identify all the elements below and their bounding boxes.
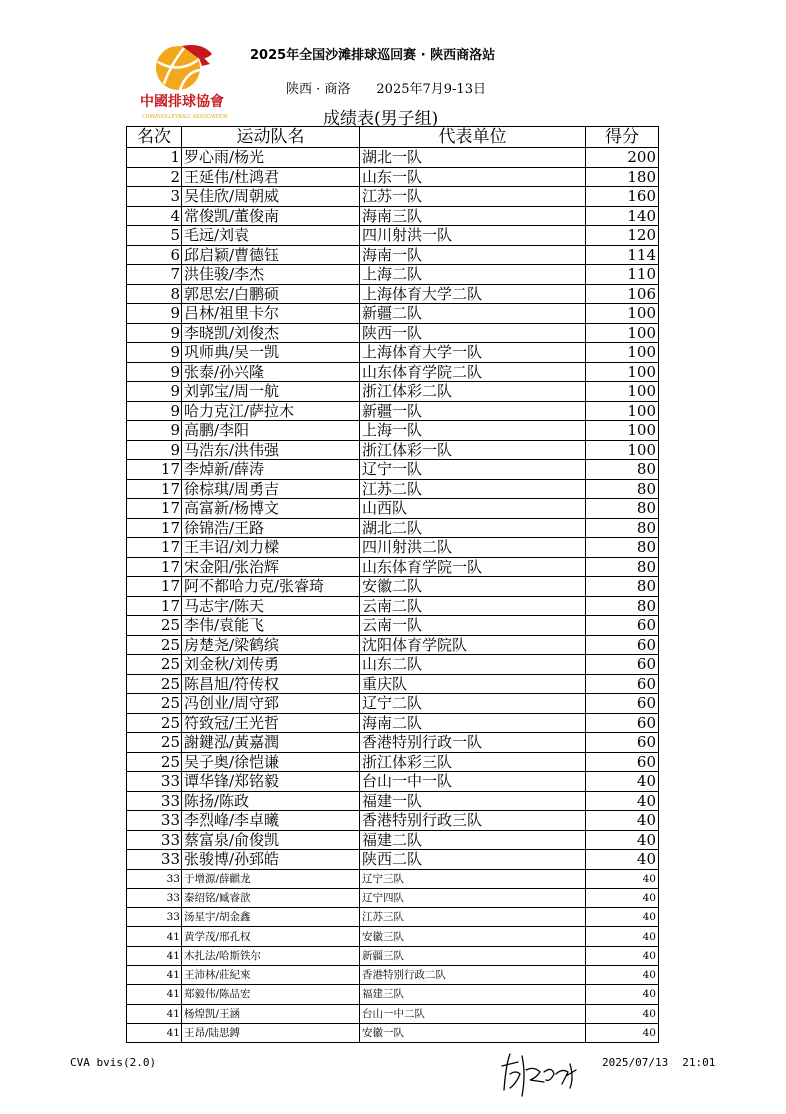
table-row [127, 304, 659, 324]
rank-cell: 3 [127, 187, 182, 207]
team-cell: 巩师典/吴一凯 [182, 343, 360, 363]
rank-cell: 25 [127, 694, 182, 714]
table-row [127, 694, 659, 714]
team-cell: 高鹏/李阳 [182, 421, 360, 441]
table-row [127, 713, 659, 733]
rank-cell: 17 [127, 577, 182, 597]
unit-cell: 海南一队 [360, 245, 586, 265]
table-row [127, 206, 659, 226]
score-cell: 40 [586, 965, 659, 984]
unit-cell: 香港特别行政一队 [360, 733, 586, 753]
rank-cell: 9 [127, 421, 182, 441]
unit-cell: 浙江体彩二队 [360, 382, 586, 402]
team-cell: 常俊凯/董俊南 [182, 206, 360, 226]
table-row [127, 362, 659, 382]
score-cell: 100 [586, 440, 659, 460]
team-cell: 洪佳骏/李杰 [182, 265, 360, 285]
table-row [127, 811, 659, 831]
print-date: 2025/07/13 [602, 1056, 669, 1069]
unit-cell: 四川射洪一队 [360, 226, 586, 246]
rank-cell: 41 [127, 965, 182, 984]
score-cell: 114 [586, 245, 659, 265]
unit-cell: 湖北二队 [360, 518, 586, 538]
team-cell: 邱启颖/曹德钰 [182, 245, 360, 265]
team-cell: 吴佳欣/周朝威 [182, 187, 360, 207]
unit-cell: 四川射洪二队 [360, 538, 586, 558]
rank-cell: 33 [127, 869, 182, 888]
table-row [127, 1004, 659, 1023]
col-header-team: 运动队名 [182, 127, 360, 148]
unit-cell: 安徽一队 [360, 1023, 586, 1042]
table-row [127, 596, 659, 616]
unit-cell: 云南二队 [360, 596, 586, 616]
table-row [127, 538, 659, 558]
table-row [127, 965, 659, 984]
table-row [127, 440, 659, 460]
table-row [127, 265, 659, 285]
table-row [127, 323, 659, 343]
team-cell: 秦绍铭/臧睿歆 [182, 888, 360, 907]
unit-cell: 新疆二队 [360, 304, 586, 324]
score-cell: 40 [586, 850, 659, 870]
unit-cell: 浙江体彩三队 [360, 752, 586, 772]
rank-cell: 41 [127, 946, 182, 965]
table-row [127, 343, 659, 363]
team-cell: 宋金阳/张治辉 [182, 557, 360, 577]
unit-cell: 辽宁四队 [360, 888, 586, 907]
table-row [127, 382, 659, 402]
page-title: 2025年全国沙滩排球巡回赛 · 陕西商洛站 [250, 48, 496, 63]
team-cell: 黄学茂/邢孔权 [182, 927, 360, 946]
team-cell: 王丰诏/刘力樑 [182, 538, 360, 558]
rank-cell: 17 [127, 460, 182, 480]
team-cell: 木扎法/哈斯铁尔 [182, 946, 360, 965]
unit-cell: 山东一队 [360, 167, 586, 187]
svg-text:CHINAVOLLEYBALL ASSOCIATION: CHINAVOLLEYBALL ASSOCIATION [142, 114, 228, 120]
score-cell: 80 [586, 557, 659, 577]
rank-cell: 33 [127, 772, 182, 792]
unit-cell: 福建一队 [360, 791, 586, 811]
table-row [127, 752, 659, 772]
rank-cell: 7 [127, 265, 182, 285]
software-version: CVA bvis(2.0) [70, 1056, 157, 1069]
volleyball-icon [156, 45, 212, 90]
team-cell: 李烈峰/李卓曦 [182, 811, 360, 831]
table-row [127, 772, 659, 792]
score-cell: 40 [586, 1023, 659, 1042]
table-row [127, 187, 659, 207]
score-cell: 40 [586, 772, 659, 792]
rank-cell: 17 [127, 538, 182, 558]
score-cell: 200 [586, 148, 659, 168]
team-cell: 吕林/祖里卡尔 [182, 304, 360, 324]
unit-cell: 湖北一队 [360, 148, 586, 168]
unit-cell: 山西队 [360, 499, 586, 519]
table-row [127, 421, 659, 441]
team-cell: 謝鍵泓/黃嘉潤 [182, 733, 360, 753]
unit-cell: 山东体育学院二队 [360, 362, 586, 382]
rank-cell: 9 [127, 362, 182, 382]
rank-cell: 1 [127, 148, 182, 168]
unit-cell: 新疆三队 [360, 946, 586, 965]
unit-cell: 福建二队 [360, 830, 586, 850]
table-row [127, 557, 659, 577]
table-row [127, 479, 659, 499]
rank-cell: 25 [127, 616, 182, 636]
unit-cell: 陕西一队 [360, 323, 586, 343]
team-cell: 杨煌凯/王涵 [182, 1004, 360, 1023]
team-cell: 陈昌旭/符传权 [182, 674, 360, 694]
unit-cell: 辽宁三队 [360, 869, 586, 888]
unit-cell: 沈阳体育学院队 [360, 635, 586, 655]
rank-cell: 41 [127, 985, 182, 1004]
team-cell: 李伟/袁能飞 [182, 616, 360, 636]
unit-cell: 江苏一队 [360, 187, 586, 207]
table-row [127, 946, 659, 965]
col-header-rank: 名次 [127, 127, 182, 148]
print-timestamp [602, 1056, 715, 1069]
location: 陕西 · 商洛 [286, 82, 351, 97]
unit-cell: 安徽二队 [360, 577, 586, 597]
unit-cell: 重庆队 [360, 674, 586, 694]
score-cell: 40 [586, 1004, 659, 1023]
score-cell: 40 [586, 830, 659, 850]
unit-cell: 浙江体彩一队 [360, 440, 586, 460]
rank-cell: 33 [127, 888, 182, 907]
team-cell: 李焯新/薛涛 [182, 460, 360, 480]
team-cell: 阿不都哈力克/张睿琦 [182, 577, 360, 597]
team-cell: 马浩东/洪伟强 [182, 440, 360, 460]
rank-cell: 9 [127, 382, 182, 402]
score-cell: 40 [586, 791, 659, 811]
score-cell: 100 [586, 343, 659, 363]
team-cell: 郑毅伟/陈品宏 [182, 985, 360, 1004]
unit-cell: 上海一队 [360, 421, 586, 441]
rank-cell: 25 [127, 674, 182, 694]
score-cell: 180 [586, 167, 659, 187]
rank-cell: 33 [127, 811, 182, 831]
table-row [127, 616, 659, 636]
score-cell: 40 [586, 811, 659, 831]
unit-cell: 新疆一队 [360, 401, 586, 421]
table-row [127, 985, 659, 1004]
score-cell: 100 [586, 401, 659, 421]
unit-cell: 台山一中二队 [360, 1004, 586, 1023]
score-cell: 40 [586, 888, 659, 907]
table-row [127, 888, 659, 907]
score-cell: 60 [586, 655, 659, 675]
team-cell: 刘郭宝/周一航 [182, 382, 360, 402]
rank-cell: 25 [127, 635, 182, 655]
score-cell: 160 [586, 187, 659, 207]
score-cell: 80 [586, 518, 659, 538]
team-cell: 吴子奥/徐恺谦 [182, 752, 360, 772]
unit-cell: 海南二队 [360, 713, 586, 733]
score-cell: 40 [586, 985, 659, 1004]
cva-logo [140, 40, 236, 122]
rank-cell: 9 [127, 440, 182, 460]
rank-cell: 25 [127, 655, 182, 675]
unit-cell: 香港特别行政三队 [360, 811, 586, 831]
table-row [127, 830, 659, 850]
rank-cell: 8 [127, 284, 182, 304]
rank-cell: 33 [127, 830, 182, 850]
team-cell: 刘金秋/刘传勇 [182, 655, 360, 675]
team-cell: 王昂/陆思鎛 [182, 1023, 360, 1042]
rank-cell: 25 [127, 713, 182, 733]
table-row [127, 635, 659, 655]
team-cell: 符致冠/王光哲 [182, 713, 360, 733]
score-cell: 60 [586, 752, 659, 772]
rank-cell: 25 [127, 752, 182, 772]
unit-cell: 上海体育大学二队 [360, 284, 586, 304]
unit-cell: 上海体育大学一队 [360, 343, 586, 363]
rank-cell: 5 [127, 226, 182, 246]
score-cell: 60 [586, 713, 659, 733]
table-row [127, 284, 659, 304]
unit-cell: 安徽三队 [360, 927, 586, 946]
score-cell: 106 [586, 284, 659, 304]
score-cell: 40 [586, 946, 659, 965]
team-cell: 徐棕琪/周勇吉 [182, 479, 360, 499]
score-cell: 100 [586, 421, 659, 441]
score-cell: 80 [586, 577, 659, 597]
unit-cell: 江苏二队 [360, 479, 586, 499]
table-row [127, 869, 659, 888]
score-cell: 100 [586, 304, 659, 324]
unit-cell: 山东二队 [360, 655, 586, 675]
score-cell: 60 [586, 694, 659, 714]
score-cell: 40 [586, 927, 659, 946]
team-cell: 房楚尧/梁鹤缤 [182, 635, 360, 655]
score-cell: 100 [586, 382, 659, 402]
unit-cell: 江苏三队 [360, 908, 586, 927]
rank-cell: 17 [127, 557, 182, 577]
table-row [127, 460, 659, 480]
score-cell: 80 [586, 460, 659, 480]
rank-cell: 41 [127, 927, 182, 946]
team-cell: 罗心雨/杨光 [182, 148, 360, 168]
team-cell: 陈扬/陈政 [182, 791, 360, 811]
unit-cell: 山东体育学院一队 [360, 557, 586, 577]
score-cell: 60 [586, 635, 659, 655]
subtitle [286, 78, 486, 97]
rank-cell: 33 [127, 850, 182, 870]
table-title: 成绩表(男子组) [323, 109, 439, 129]
rank-cell: 9 [127, 343, 182, 363]
rank-cell: 9 [127, 401, 182, 421]
table-row [127, 927, 659, 946]
table-row [127, 167, 659, 187]
score-cell: 100 [586, 362, 659, 382]
table-row [127, 733, 659, 753]
table-row [127, 1023, 659, 1042]
rank-cell: 33 [127, 791, 182, 811]
table-row [127, 850, 659, 870]
team-cell: 冯创业/周守郅 [182, 694, 360, 714]
rank-cell: 25 [127, 733, 182, 753]
score-cell: 100 [586, 323, 659, 343]
team-cell: 汤星宇/胡金鑫 [182, 908, 360, 927]
rank-cell: 2 [127, 167, 182, 187]
team-cell: 蔡富泉/俞俊凯 [182, 830, 360, 850]
score-cell: 120 [586, 226, 659, 246]
rank-cell: 17 [127, 518, 182, 538]
score-cell: 110 [586, 265, 659, 285]
results-table [126, 126, 659, 1043]
team-cell: 徐锦浩/王路 [182, 518, 360, 538]
rank-cell: 9 [127, 304, 182, 324]
rank-cell: 17 [127, 479, 182, 499]
team-cell: 王沛林/莊紀來 [182, 965, 360, 984]
unit-cell: 海南三队 [360, 206, 586, 226]
score-cell: 60 [586, 616, 659, 636]
table-header-row [127, 127, 659, 148]
table-row [127, 674, 659, 694]
date-range: 2025年7月9-13日 [376, 82, 486, 97]
score-cell: 80 [586, 479, 659, 499]
svg-text:中國排球協會: 中國排球協會 [140, 94, 224, 110]
unit-cell: 云南一队 [360, 616, 586, 636]
team-cell: 高富新/杨博文 [182, 499, 360, 519]
team-cell: 马志宇/陈天 [182, 596, 360, 616]
unit-cell: 福建三队 [360, 985, 586, 1004]
rank-cell: 9 [127, 323, 182, 343]
rank-cell: 17 [127, 596, 182, 616]
table-row [127, 226, 659, 246]
score-cell: 80 [586, 596, 659, 616]
score-cell: 80 [586, 538, 659, 558]
team-cell: 张泰/孙兴隆 [182, 362, 360, 382]
col-header-score: 得分 [586, 127, 659, 148]
table-row [127, 499, 659, 519]
table-row [127, 245, 659, 265]
score-cell: 80 [586, 499, 659, 519]
team-cell: 李晓凯/刘俊杰 [182, 323, 360, 343]
team-cell: 于增源/薛麒龙 [182, 869, 360, 888]
rank-cell: 17 [127, 499, 182, 519]
team-cell: 毛远/刘袁 [182, 226, 360, 246]
score-cell: 40 [586, 869, 659, 888]
rank-cell: 41 [127, 1004, 182, 1023]
table-row [127, 577, 659, 597]
table-row [127, 791, 659, 811]
score-cell: 40 [586, 908, 659, 927]
table-row [127, 655, 659, 675]
table-row [127, 148, 659, 168]
score-cell: 60 [586, 733, 659, 753]
rank-cell: 41 [127, 1023, 182, 1042]
rank-cell: 33 [127, 908, 182, 927]
team-cell: 王延伟/杜鸿君 [182, 167, 360, 187]
team-cell: 郭思宏/白鹏硕 [182, 284, 360, 304]
score-cell: 140 [586, 206, 659, 226]
team-cell: 张骏博/孙郅皓 [182, 850, 360, 870]
unit-cell: 台山一中一队 [360, 772, 586, 792]
table-row [127, 908, 659, 927]
table-row [127, 518, 659, 538]
table-row [127, 401, 659, 421]
unit-cell: 香港特别行政二队 [360, 965, 586, 984]
unit-cell: 辽宁二队 [360, 694, 586, 714]
team-cell: 谭华锋/郑铭毅 [182, 772, 360, 792]
team-cell: 哈力克江/萨拉木 [182, 401, 360, 421]
rank-cell: 6 [127, 245, 182, 265]
unit-cell: 陕西二队 [360, 850, 586, 870]
print-time: 21:01 [682, 1056, 716, 1069]
handwritten-signature [496, 1044, 586, 1100]
unit-cell: 辽宁一队 [360, 460, 586, 480]
col-header-unit: 代表单位 [360, 127, 586, 148]
score-cell: 60 [586, 674, 659, 694]
rank-cell: 4 [127, 206, 182, 226]
unit-cell: 上海二队 [360, 265, 586, 285]
